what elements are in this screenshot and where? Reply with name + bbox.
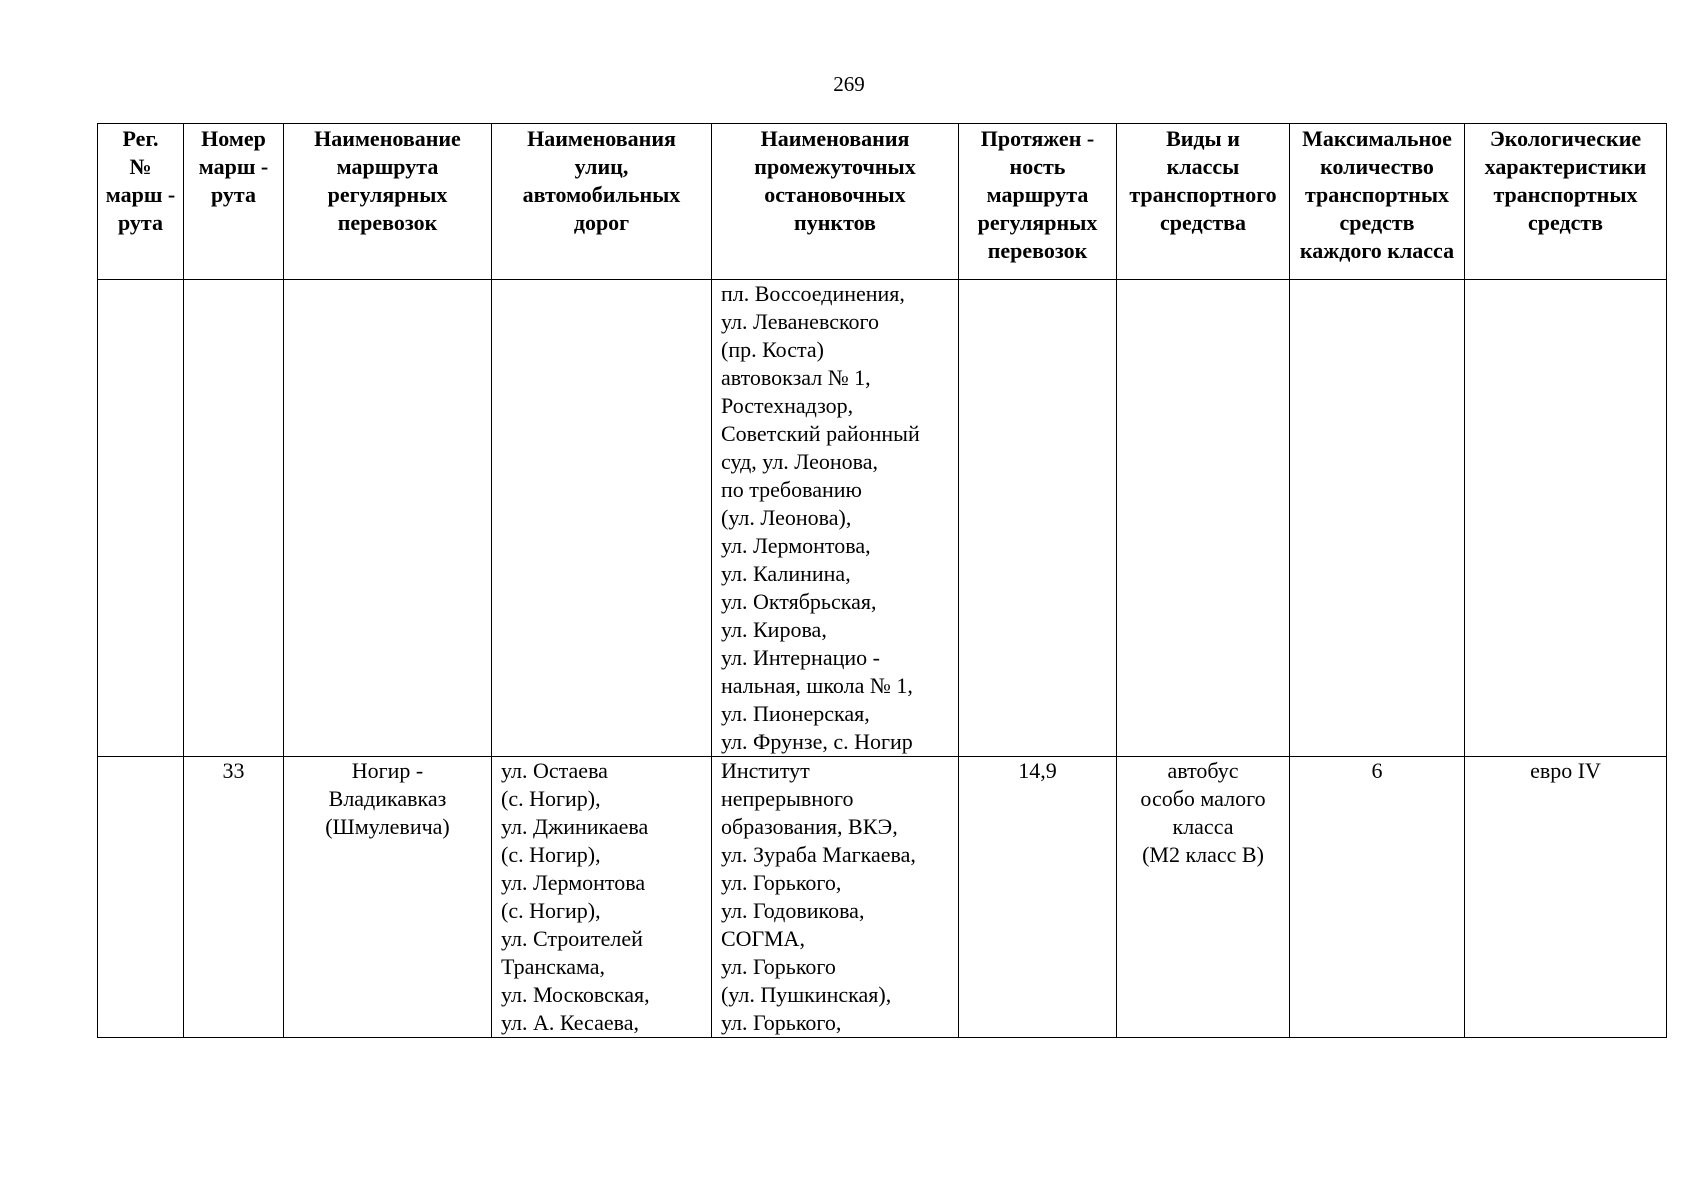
cell-route-no: 33 <box>184 757 284 1038</box>
header-route-name: Наименование маршрута регулярных перевозок <box>284 124 492 280</box>
header-eco: Экологические характеристики транспортных средств <box>1465 124 1667 280</box>
cell-vehicle-class: автобус особо малого класса (М2 класс В) <box>1117 757 1290 1038</box>
cell-max-count: 6 <box>1290 757 1465 1038</box>
table-header-row <box>98 124 1667 280</box>
cell-route-name <box>284 280 492 757</box>
header-max-count: Максимальное количество транспортных средств каждого класса <box>1290 124 1465 280</box>
header-route-no: Номер марш - рута <box>184 124 284 280</box>
header-stops: Наименования промежуточных остановочных пунктов <box>712 124 959 280</box>
header-vehicle-class: Виды и классы транспортного средства <box>1117 124 1290 280</box>
cell-stops: пл. Воссоединения, ул. Леваневского (пр. Коста) автовокзал № 1, Ростехнадзор, Советский районный суд, ул. Леонова, по требованию (ул. Леонова), ул. Лермонтова, ул. Калинина, ул. Октябрьская, ул. Кирова, ул. Интернацио - нальная, школа № 1, ул. Пионерская, ул. Фрунзе, с. Ногир <box>712 280 959 757</box>
cell-reg-no <box>98 757 184 1038</box>
routes-table <box>97 123 1667 1038</box>
cell-eco: евро IV <box>1465 757 1667 1038</box>
table-row <box>98 757 1667 1038</box>
cell-streets: ул. Остаева (с. Ногир), ул. Джиникаева (с. Ногир), ул. Лермонтова (с. Ногир), ул. Строителей Транскама, ул. Московская, ул. А. Кесаева, <box>492 757 712 1038</box>
cell-streets <box>492 280 712 757</box>
header-streets: Наименования улиц, автомобильных дорог <box>492 124 712 280</box>
cell-route-no <box>184 280 284 757</box>
cell-max-count <box>1290 280 1465 757</box>
header-reg-no: Рег. № марш - рута <box>98 124 184 280</box>
cell-length <box>959 280 1117 757</box>
cell-reg-no <box>98 280 184 757</box>
page-number: 269 <box>833 72 865 96</box>
cell-length: 14,9 <box>959 757 1117 1038</box>
cell-route-name: Ногир - Владикавказ (Шмулевича) <box>284 757 492 1038</box>
cell-stops: Институт непрерывного образования, ВКЭ, ул. Зураба Магкаева, ул. Горького, ул. Годовикова, СОГМА, ул. Горького (ул. Пушкинская), ул. Горького, <box>712 757 959 1038</box>
table-row <box>98 280 1667 757</box>
header-length: Протяжен - ность маршрута регулярных перевозок <box>959 124 1117 280</box>
cell-vehicle-class <box>1117 280 1290 757</box>
cell-eco <box>1465 280 1667 757</box>
